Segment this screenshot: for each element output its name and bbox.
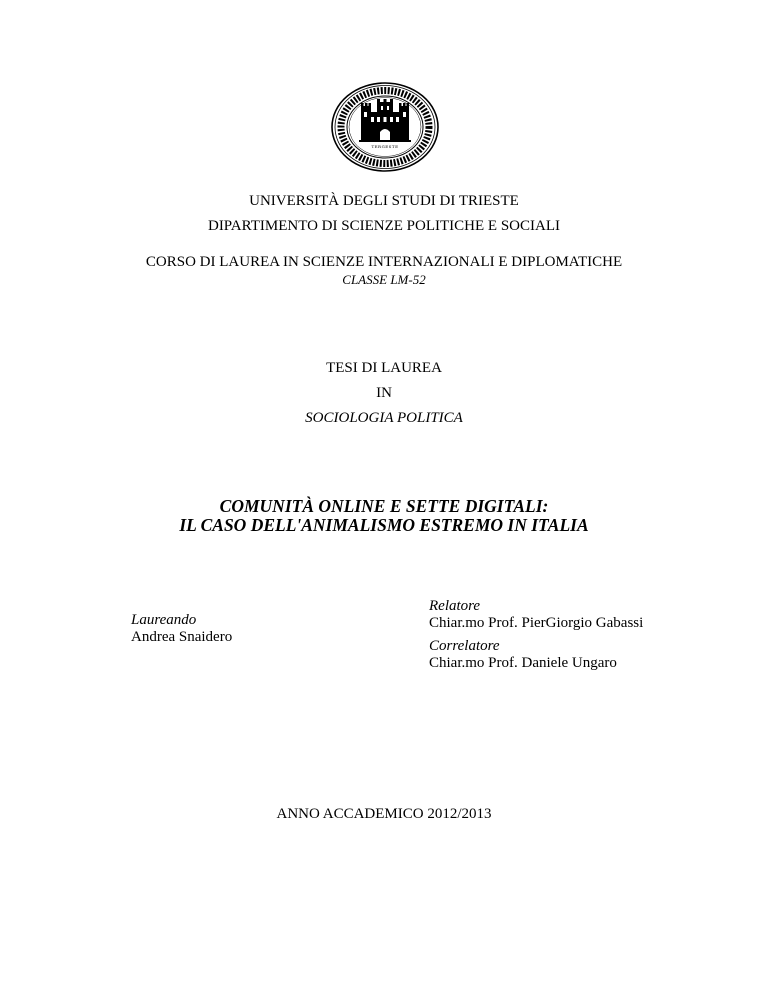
department-name: DIPARTIMENTO DI SCIENZE POLITICHE E SOCIALI: [207, 218, 560, 234]
academic-year: ANNO ACCADEMICO 2012/2013: [276, 806, 492, 822]
university-seal-icon: [331, 82, 439, 172]
co-supervisor-name: Chiar.mo Prof. Daniele Ungaro: [429, 655, 617, 671]
svg-text:TERGESTE: TERGESTE: [371, 144, 399, 149]
supervisor-block: [429, 598, 643, 632]
university-name: UNIVERSITÀ DEGLI STUDI DI TRIESTE: [249, 193, 519, 209]
candidate-role: Laureando: [131, 612, 197, 628]
candidate-block: [131, 612, 232, 646]
thesis-title-line-2: IL CASO DELL'ANIMALISMO ESTREMO IN ITALIA: [179, 515, 589, 535]
thesis-subject: SOCIOLOGIA POLITICA: [305, 410, 463, 426]
course-name: CORSO DI LAUREA IN SCIENZE INTERNAZIONALI E DIPLOMATICHE: [145, 254, 623, 270]
course-class: CLASSE LM-52: [342, 272, 426, 287]
thesis-type: TESI DI LAUREA: [326, 360, 442, 376]
thesis-in: IN: [376, 385, 392, 401]
candidate-name: Andrea Snaidero: [131, 629, 233, 645]
thesis-title-line-1: COMUNITÀ ONLINE E SETTE DIGITALI:: [219, 496, 549, 516]
supervisor-role: Relatore: [429, 598, 481, 614]
co-supervisor-block: [429, 638, 617, 672]
co-supervisor-role: Correlatore: [429, 638, 500, 654]
supervisor-name: Chiar.mo Prof. PierGiorgio Gabassi: [429, 615, 644, 631]
